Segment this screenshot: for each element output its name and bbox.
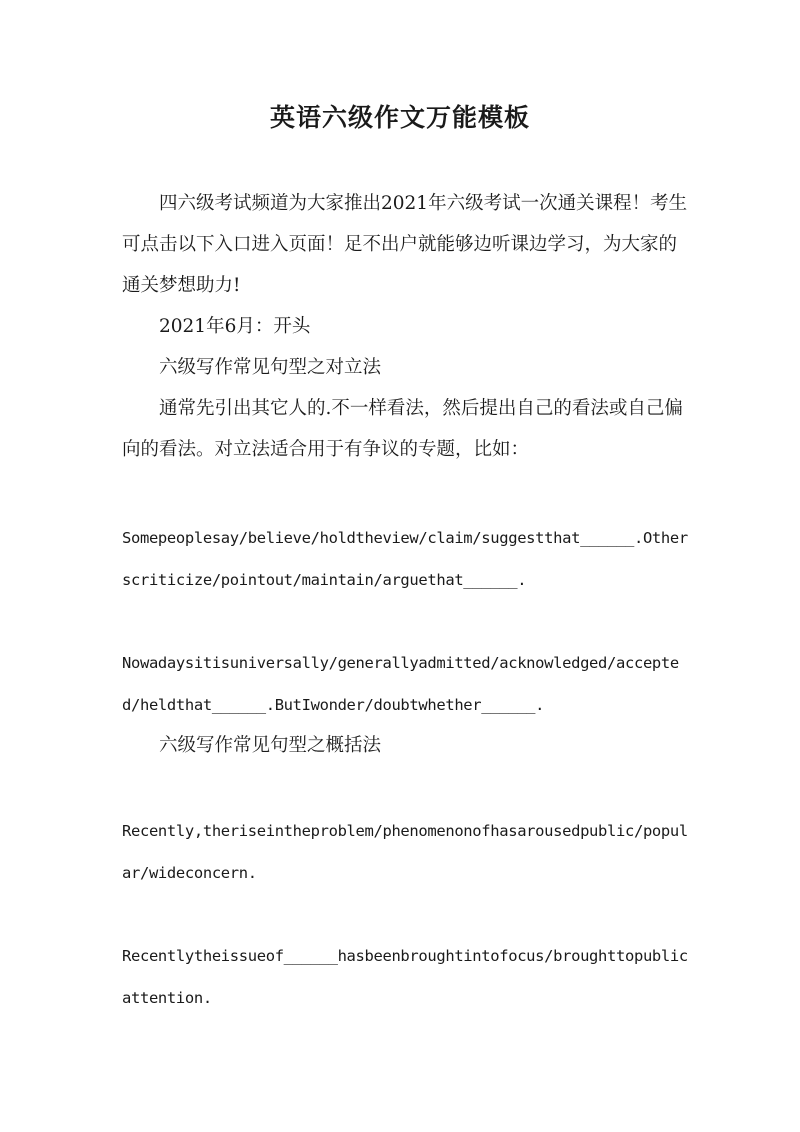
template-sentence-3: Recently,theriseintheproblem/phenomenonofhasarousedpublic/popular/wideconcern.: [122, 822, 688, 882]
document-title: 英语六级作文万能模板: [269, 103, 530, 132]
intro-paragraph: 四六级考试频道为大家推出2021年六级考试一次通关课程！考生可点击以下入口进入页面！足不出户就能够边听课边学习，为大家的通关梦想助力!: [122, 193, 688, 296]
template-sentence-2: Nowadaysitisuniversally/generallyadmitted/acknowledged/accepted/heldthat______.ButIwonder/doubtwhether______.: [122, 654, 679, 714]
section-heading-summary: 六级写作常见句型之概括法: [159, 735, 382, 756]
template-sentence-1: Somepeoplesay/believe/holdtheview/claim/suggestthat______.Otherscriticize/pointout/maintain/arguethat______.: [122, 529, 688, 589]
section-description-contrast: 通常先引出其它人的.不一样看法，然后提出自己的看法或自己偏向的看法。对立法适合用于有争议的专题，比如：: [122, 398, 683, 460]
date-heading: 2021年6月：开头: [159, 316, 311, 337]
template-sentence-4: Recentlytheissueof______hasbeenbroughtintofocus/broughttopublicattention.: [122, 947, 688, 1007]
section-heading-contrast: 六级写作常见句型之对立法: [159, 357, 382, 378]
